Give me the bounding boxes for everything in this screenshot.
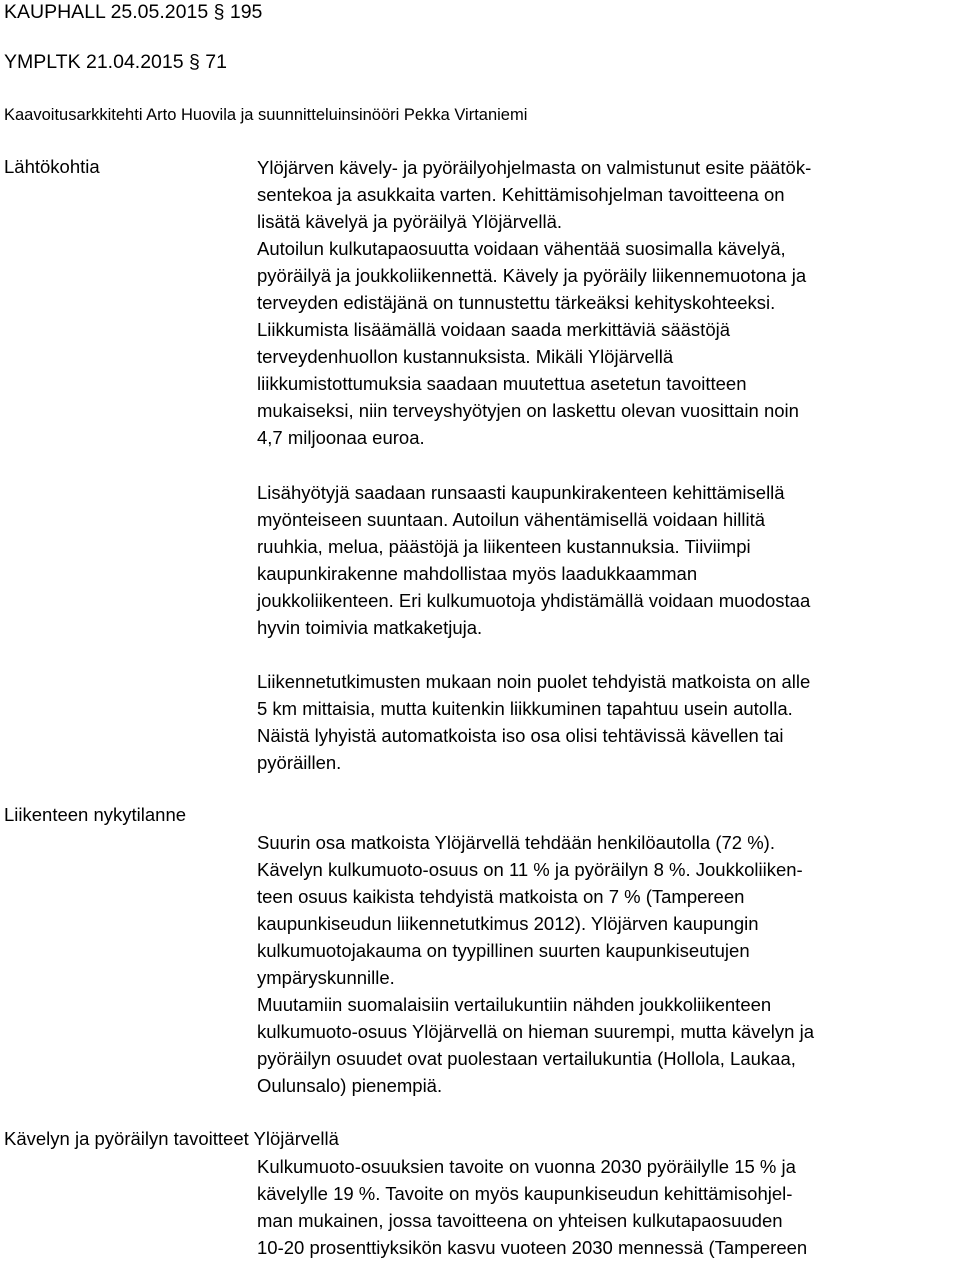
section-label-lahtokohtia: Lähtökohtia [4,156,100,177]
paragraph-lahtokohtia-3 [257,668,810,776]
text-line: Kävelyn kulkumuoto-osuus on 11 % ja pyöräilyn 8 %. Joukkoliiken- [257,859,803,880]
kauphall-reference: KAUPHALL 25.05.2015 § 195 [4,1,263,23]
text-line: terveyden edistäjänä on tunnustettu tärkeäksi kehityskohteeksi. [257,292,776,313]
ymplt-reference: YMPLTK 21.04.2015 § 71 [4,51,227,73]
text-line: Liikkumista lisäämällä voidaan saada merkittäviä säästöjä [257,319,731,340]
text-line: kaupunkiseudun liikennetutkimus 2012). Ylöjärven kaupungin [257,913,759,934]
text-line: joukkoliikenteen. Eri kulkumuotoja yhdistämällä voidaan muodostaa [257,590,811,611]
paragraph-tavoitteet [257,1153,807,1261]
paragraph-lahtokohtia-1 [257,154,811,451]
text-line: pyöräilyn osuudet ovat puolestaan vertailukuntia (Hollola, Laukaa, [257,1048,796,1069]
text-line: ympäryskunnille. [257,967,395,988]
text-line: mukaiseksi, niin terveyshyötyjen on laskettu olevan vuosittain noin [257,400,799,421]
text-line: Lisähyötyjä saadaan runsaasti kaupunkirakenteen kehittämisellä [257,482,785,503]
text-line: 5 km mittaisia, mutta kuitenkin liikkuminen tapahtuu usein autolla. [257,698,793,719]
section-heading-tavoitteet: Kävelyn ja pyöräilyn tavoitteet Ylöjärvellä [4,1128,339,1149]
text-line: Näistä lyhyistä automatkoista iso osa olisi tehtävissä kävellen tai [257,725,784,746]
text-line: teen osuus kaikista tehdyistä matkoista on 7 % (Tampereen [257,886,745,907]
text-line: Muutamiin suomalaisiin vertailukuntiin nähden joukkoliikenteen [257,994,772,1015]
text-line: ruuhkia, melua, päästöjä ja liikenteen kustannuksia. Tiiviimpi [257,536,751,557]
text-line: Suurin osa matkoista Ylöjärvellä tehdään henkilöautolla (72 %). [257,832,775,853]
text-line: lisätä kävelyä ja pyöräilyä Ylöjärvellä. [257,211,563,232]
text-line: liikkumistottumuksia saadaan muutettua asetetun tavoitteen [257,373,747,394]
text-line: pyöräillen. [257,752,342,773]
text-line: myönteiseen suuntaan. Autoilun vähentämisellä voidaan hillitä [257,509,766,530]
text-line: 4,7 miljoonaa euroa. [257,427,425,448]
text-line: Oulunsalo) pienempiä. [257,1075,443,1096]
text-line: kulkumuotojakauma on tyypillinen suurten kaupunkiseutujen [257,940,750,961]
text-line: Kulkumuoto-osuuksien tavoite on vuonna 2030 pyöräilylle 15 % ja [257,1156,796,1177]
section-label-nykytilanne: Liikenteen nykytilanne [4,804,187,825]
text-line: hyvin toimivia matkaketjuja. [257,617,483,638]
text-line: Liikennetutkimusten mukaan noin puolet tehdyistä matkoista on alle [257,671,811,692]
preparers-line: Kaavoitusarkkitehti Arto Huovila ja suunnitteluinsinööri Pekka Virtaniemi [4,106,528,124]
text-line: kulkumuoto-osuus Ylöjärvellä on hieman suurempi, mutta kävelyn ja [257,1021,814,1042]
text-line: Autoilun kulkutapaosuutta voidaan vähentää suosimalla kävelyä, [257,238,786,259]
text-line: pyöräilyä ja joukkoliikennettä. Kävely ja pyöräily liikennemuotona ja [257,265,807,286]
text-line: Ylöjärven kävely- ja pyöräilyohjelmasta on valmistunut esite päätök- [257,157,812,178]
text-line: sentekoa ja asukkaita varten. Kehittämisohjelman tavoitteena on [257,184,785,205]
paragraph-nykytilanne [257,829,814,1099]
text-line: kaupunkirakenne mahdollistaa myös laadukkaamman [257,563,698,584]
text-line: kävelylle 19 %. Tavoite on myös kaupunkiseudun kehittämisohjel- [257,1183,793,1204]
text-line: terveydenhuollon kustannuksista. Mikäli Ylöjärvellä [257,346,674,367]
paragraph-lahtokohtia-2 [257,479,810,641]
text-line: 10-20 prosenttiyksikön kasvu vuoteen 2030 mennessä (Tampereen [257,1237,808,1258]
text-line: man mukainen, jossa tavoitteena on yhteisen kulkutapaosuuden [257,1210,783,1231]
